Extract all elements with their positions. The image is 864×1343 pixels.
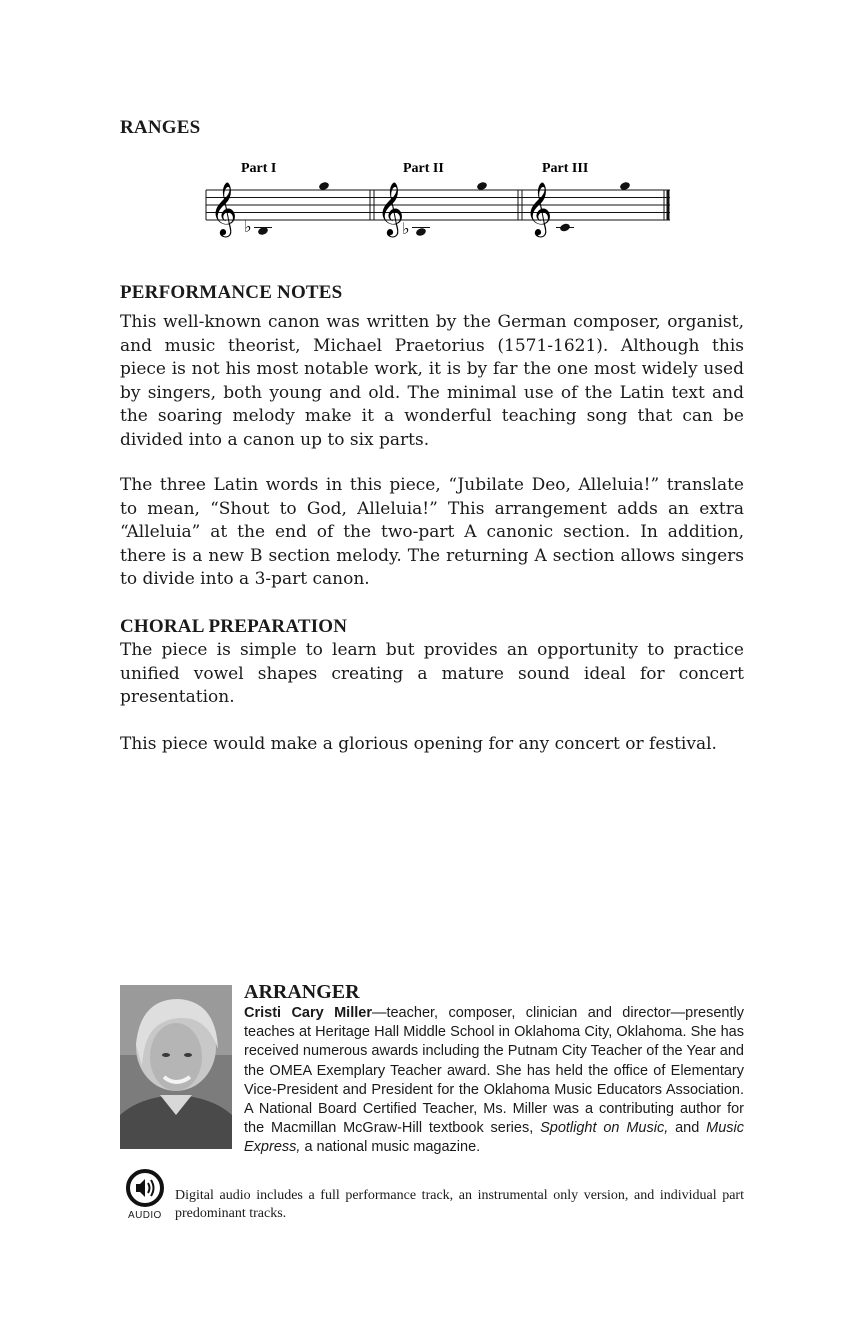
arranger-photo [120,985,232,1149]
part-label-3: Part III [542,161,589,176]
arranger-bio-text-2: and [668,1120,707,1137]
part-label-2: Part II [403,161,444,176]
performance-notes-paragraph-2: The three Latin words in this piece, “Jubilate Deo, Alleluia!” translate to mean, “Shout to God, Alleluia!” This arrangement adds an extra “Alleluia” at the end of the two-part A canonic section. In addition, there is a new B section melody. The returning A section allows singers to divide into a 3-part canon. [120,475,744,589]
choral-preparation-paragraph-1: The piece is simple to learn but provides an opportunity to practice unified vowel shapes creating a mature sound ideal for concert presentation. [120,640,744,707]
performance-notes-paragraph-1: This well-known canon was written by the German composer, organist, and music theorist, Michael Praetorius (1571-1621). Although this piece is not his most notable work, it is by far the one most widely used by singers, both young and old. The minimal use of the Latin text and the soaring melody make it a wonderful teaching song that can be divided into a canon up to six parts. [120,312,744,450]
treble-clef-icon: 𝄞 [210,181,238,235]
arranger-heading: ARRANGER [244,981,360,1003]
performance-notes-heading: PERFORMANCE NOTES [120,282,343,303]
music-staff-figure [200,150,680,260]
arranger-bio-text-3: a national music magazine. [300,1139,481,1156]
arranger-bio [244,1004,744,1158]
part1-notes [244,181,330,236]
treble-clef-icon: 𝄞 [525,181,553,235]
staff-lines [206,190,670,220]
choral-preparation-heading: CHORAL PREPARATION [120,616,348,637]
audio-note: Digital audio includes a full performance track, an instrumental only version, and individual part predominant tracks. [175,1188,744,1221]
flat-icon: ♭ [402,219,410,238]
ranges-staff [200,150,680,260]
treble-clef-icon: 𝄞 [377,181,405,235]
portrait-image [120,985,232,1149]
arranger-name: Cristi Cary Miller [244,1005,372,1021]
audio-label: AUDIO [128,1210,162,1221]
flat-icon: ♭ [244,217,252,236]
arranger-bio-text: —teacher, composer, clinician and director—presently teaches at Heritage Hall Middle School in Oklahoma City, Oklahoma. She has received numerous awards including the Putnam City Teacher of the Year and the OMEA Exemplary Teacher award. She has held the office of Elementary Vice-President and President for the Oklahoma Music Educators Association. A National Board Certified Teacher, Ms. Miller was a contributing author for the Macmillan McGraw-Hill textbook series, [244,1005,744,1137]
choral-preparation-paragraph-2: This piece would make a glorious opening for any concert or festival. [120,734,717,754]
series-title-2: Music Express, [244,1120,744,1156]
series-title-1: Spotlight on Music, [540,1120,669,1137]
part3-notes [556,181,631,232]
ranges-heading: RANGES [120,117,201,138]
part-label-1: Part I [241,161,277,176]
